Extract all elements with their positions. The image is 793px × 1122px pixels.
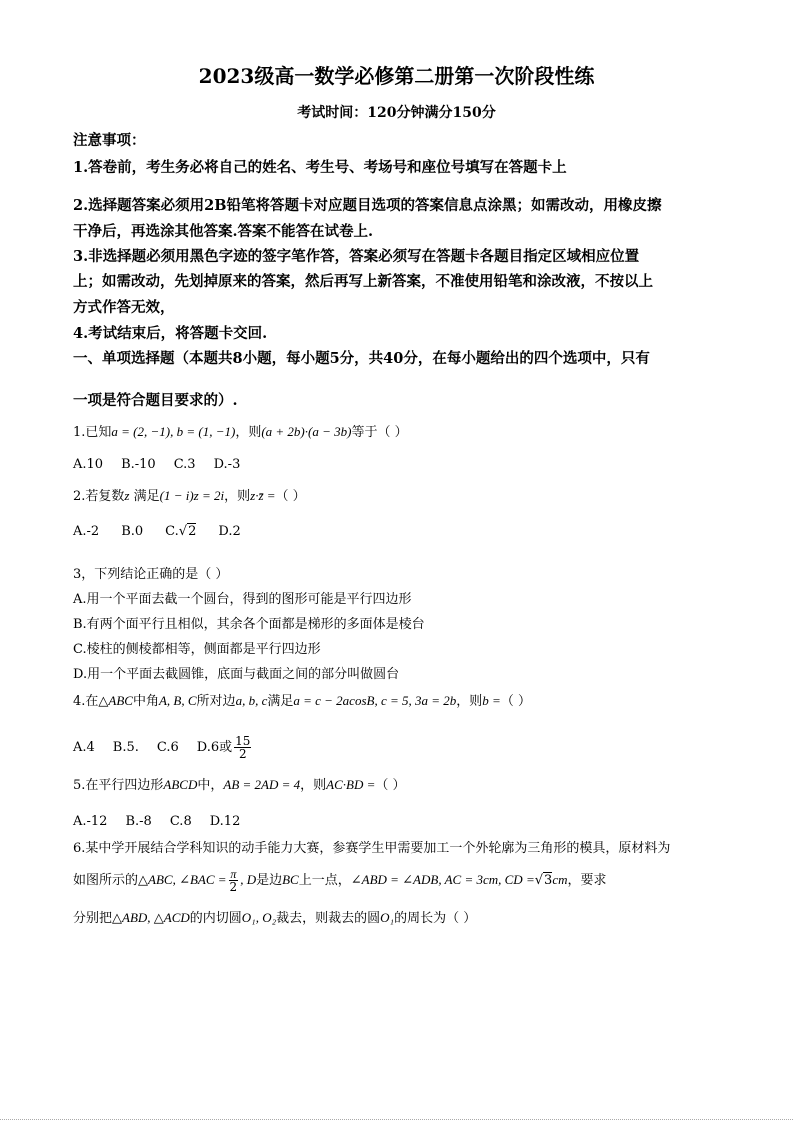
question-4-options	[73, 735, 253, 760]
option-a[interactable]: A.用一个平面去截一个圆台，得到的图形可能是平行四边形	[73, 592, 412, 607]
option-d[interactable]: D.6或 $\frac{15}{2}$	[196, 734, 251, 761]
question-1-stem: 1.已知a = (2, −1), b = (1, −1)，则(a + 2b)·(a − 3b)等于（ ）	[73, 424, 408, 440]
question-1-options	[73, 457, 240, 472]
note-line: 上；如需改动，先划掉原来的答案，然后再写上新答案，不准使用铅笔和涂改液，不按以上	[73, 273, 653, 290]
option-b[interactable]: B.有两个面平行且相似，其余各个面都是梯形的多面体是棱台	[73, 617, 425, 632]
option-d[interactable]: D.-3	[213, 457, 241, 472]
exam-info: 考试时间：120分钟满分150分	[297, 105, 496, 121]
note-line: 2.选择题答案必须用2B铅笔将答题卡对应题目选项的答案信息点涂黑；如需改动，用橡皮擦	[73, 197, 662, 214]
option-c[interactable]: C.6	[156, 740, 179, 755]
note-line: 方式作答无效，	[73, 299, 175, 316]
option-a[interactable]: A.-2	[73, 524, 100, 539]
option-a[interactable]: A.10	[73, 457, 104, 472]
notes-heading: 注意事项：	[73, 132, 146, 149]
question-4-stem: 4.在△ABC中角A, B, C所对边a, b, c满足a = c − 2acosB, c = 5, 3a = 2b，则b =（ ）	[73, 693, 531, 709]
option-c[interactable]: C.√2	[165, 524, 197, 539]
question-6-stem-cont: 分别把△ABD, △ACD的内切圆O₁, O₂裁去，则裁去的圆O₁的周长为（ ）	[73, 910, 477, 926]
option-c[interactable]: C.棱柱的侧棱都相等，侧面都是平行四边形	[73, 642, 321, 657]
option-d[interactable]: D.用一个平面去截圆锥，底面与截面之间的部分叫做圆台	[73, 667, 400, 682]
note-line: 干净后，再选涂其他答案.答案不能答在试卷上.	[73, 223, 374, 240]
section-heading-cont: 一项是符合题目要求的）.	[73, 392, 238, 409]
option-b[interactable]: B.5.	[112, 740, 139, 755]
note-line: 4.考试结束后，将答题卡交回.	[73, 325, 268, 342]
note-line: 3.非选择题必须用黑色字迹的签字笔作答，答案必须写在答题卡各题目指定区域相应位置	[73, 248, 640, 265]
question-3-stem: 3，下列结论正确的是（ ）	[73, 567, 229, 582]
question-2-stem: 2.若复数z 满足(1 − i)z = 2i，则z·z̄ =（ ）	[73, 488, 306, 504]
question-2-options	[73, 524, 241, 539]
note-line: 1.答卷前，考生务必将自己的姓名、考生号、考场号和座位号填写在答题卡上	[73, 159, 567, 176]
page-title: 2023级高一数学必修第二册第一次阶段性练	[198, 64, 595, 88]
question-6-stem: 6.某中学开展结合学科知识的动手能力大赛，参赛学生甲需要加工一个外轮廓为三角形的模具，原材料为	[73, 841, 671, 856]
section-heading: 一、单项选择题（本题共8小题，每小题5分，共40分，在每小题给出的四个选项中，只有	[73, 350, 650, 367]
option-c[interactable]: C.8	[169, 814, 192, 829]
option-a[interactable]: A.-12	[73, 814, 108, 829]
question-5-options	[73, 814, 240, 829]
option-d[interactable]: D.2	[218, 524, 241, 539]
option-b[interactable]: B.0	[121, 524, 144, 539]
question-5-stem: 5.在平行四边形ABCD中，AB = 2AD = 4，则AC·BD =（ ）	[73, 777, 406, 793]
option-b[interactable]: B.-8	[125, 814, 152, 829]
option-c[interactable]: C.3	[173, 457, 196, 472]
option-a[interactable]: A.4	[73, 740, 95, 755]
question-6-stem-cont: 如图所示的△ABC, ∠BAC = $\frac{\pi}{2}$ , D是边BC上一点，∠ABD = ∠ADB, AC = 3cm, CD =√3cm，要求	[73, 867, 607, 894]
page-divider	[0, 1119, 793, 1120]
option-b[interactable]: B.-10	[121, 457, 156, 472]
option-d[interactable]: D.12	[209, 814, 241, 829]
